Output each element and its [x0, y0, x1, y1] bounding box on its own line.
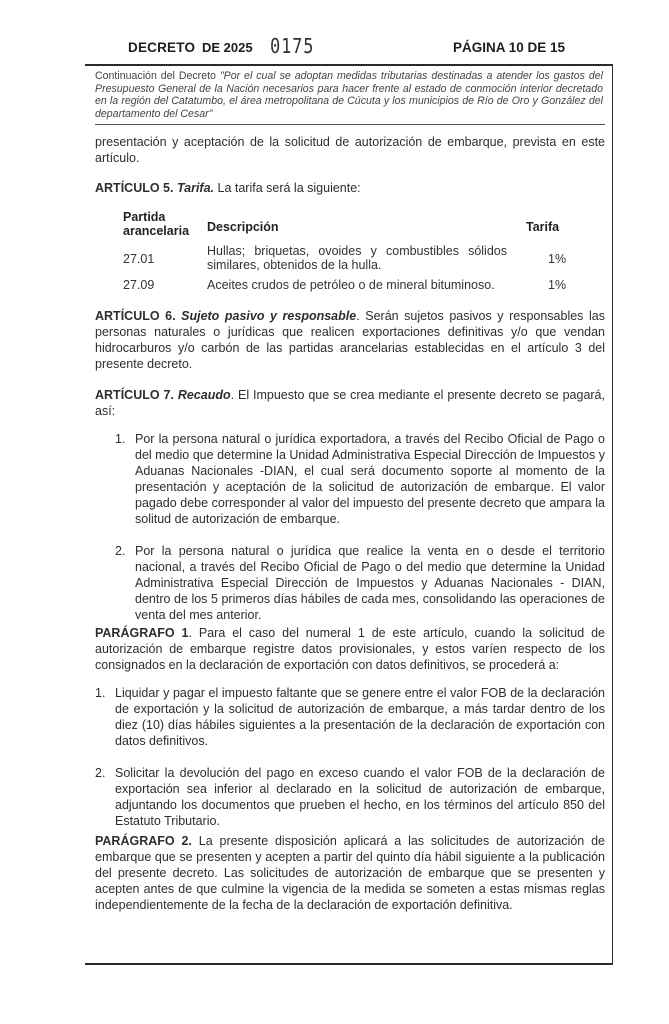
- articulo-7: [95, 387, 605, 419]
- articulo-7-text: . El Impuesto que se crea mediante el presente decreto se pagará, así:: [95, 388, 605, 418]
- articulo-7-title: Recaudo: [177, 388, 231, 402]
- page-number: PÁGINA 10 DE 15: [453, 40, 566, 55]
- articulo-7-heading: ARTÍCULO 7.: [95, 388, 174, 402]
- articulo-5: [95, 180, 605, 196]
- list-item-text: Solicitar la devolución del pago en exceso cuando el valor FOB de la declaración de exportación sea inferior al declarado en la solicitud de autorización de embarque, adjuntando los documentos que prueben el hecho, en los términos del artículo 850 del Estatuto Tributario.: [115, 766, 605, 828]
- list-item: [112, 431, 605, 527]
- decree-title: "Por el cual se adoptan medidas tributarias destinadas a atender los gastos del Presupuesto General de la Nación necesarios para hacer frente al estado de conmoción interior decretado en la región del Catatumbo, el área metropolitana de Cúcuta y los municipios de Río de Oro y González del departamento del Cesar": [95, 70, 603, 120]
- list-item-number: 1.: [115, 432, 126, 446]
- cell-partida: 27.09: [123, 278, 155, 292]
- articulo-6-heading: ARTÍCULO 6.: [95, 309, 176, 323]
- tariff-table: [123, 210, 573, 294]
- paragrafo-2: [95, 833, 605, 913]
- list-item: [92, 685, 605, 749]
- header-partida: Partida arancelaria: [123, 210, 190, 238]
- paragrafo-1: [95, 625, 605, 673]
- list-item-text: Liquidar y pagar el impuesto faltante que se genere entre el valor FOB de la declaración de exportación y la solicitud de autorización de embarque, a más tardar dentro de los diez (10) días hábiles siguientes a la presentación de la declaración de exportación con datos definitivos.: [115, 686, 605, 748]
- list-item-text: Por la persona natural o jurídica exportadora, a través del Recibo Oficial de Pago o del medio que determine la Unidad Administrativa Especial Dirección de Impuestos y Aduanas Nacionales -DIAN, el cual será documento soporte al momento de la presentación y aceptación de la solicitud de autorización de embarque. El valor pagado debe corresponder al valor del impuesto del presente decreto que ampara la solitud de autorización de embarque.: [135, 432, 605, 526]
- continuation-divider: [95, 124, 605, 125]
- paragrafo-2-heading: PARÁGRAFO 2.: [95, 834, 192, 848]
- articulo-7-list: [112, 431, 605, 639]
- header-tarifa: Tarifa: [526, 220, 560, 234]
- header-descripcion: Descripción: [207, 220, 279, 234]
- decree-number: 0175: [270, 34, 315, 58]
- decree-label: DECRETO: [128, 40, 196, 55]
- list-item-number: 1.: [95, 686, 106, 700]
- table-row: [123, 276, 573, 294]
- intro-paragraph: presentación y aceptación de la solicitud de autorización de embarque, prevista en este artículo.: [95, 135, 605, 165]
- continuation-note: [95, 70, 603, 120]
- tariff-table-header: [123, 210, 573, 244]
- list-item: [112, 543, 605, 623]
- articulo-6-title: Sujeto pasivo y responsable: [181, 309, 357, 323]
- cell-descripcion: Aceites crudos de petróleo o de mineral bituminoso.: [207, 278, 495, 292]
- articulo-6-text: . Serán sujetos pasivos y responsables las personas naturales o jurídicas que realicen exportaciones definitivas y/o que vendan hidrocarburos y/o carbón de las partidas arancelarias establecidas en el artículo 3 del presente decreto.: [95, 309, 605, 371]
- list-item: [92, 765, 605, 829]
- articulo-6: [95, 308, 605, 372]
- cell-tarifa: 1%: [548, 278, 567, 292]
- table-row: [123, 244, 573, 276]
- paragrafo-2-text: La presente disposición aplicará a las solicitudes de autorización de embarque que se presenten y acepten a partir del quinto día hábil siguiente a la publicación del presente decreto. Las solicitudes de autorización de embarque que se presenten y acepten antes de que culmine la vigencia de la medida se someten a estas mismas reglas independientemente de la fecha de la declaración de exportación definitiva.: [95, 834, 605, 912]
- page-header: [0, 36, 669, 60]
- cell-partida: 27.01: [123, 252, 155, 266]
- articulo-5-title: Tarifa.: [176, 181, 215, 195]
- articulo-5-text: La tarifa será la siguiente:: [214, 181, 361, 195]
- paragrafo-1-heading: PARÁGRAFO 1: [95, 626, 189, 640]
- cell-tarifa: 1%: [548, 252, 567, 266]
- articulo-5-heading: ARTÍCULO 5.: [95, 181, 174, 195]
- list-item-number: 2.: [115, 544, 126, 558]
- paragrafo-1-text: . Para el caso del numeral 1 de este artículo, cuando la solicitud de autorización de embarque registre datos provisionales, y estos varíen respecto de los consignados en la declaración de exportación con datos definitivos, se procederá a:: [95, 626, 605, 672]
- continuation-prefix: Continuación del Decreto: [95, 70, 220, 82]
- cell-descripcion: Hullas; briquetas, ovoides y combustibles sólidos similares, obtenidos de la hulla.: [207, 244, 507, 272]
- list-item-text: Por la persona natural o jurídica que realice la venta en o desde el territorio nacional, a través del Recibo Oficial de Pago o del medio que determine la Unidad Administrativa Especial Dirección de Impuestos y Aduanas Nacionales - DIAN, dentro de los 5 primeros días hábiles de cada mes, consolidando las operaciones de venta del mes anterior.: [135, 544, 605, 622]
- list-item-number: 2.: [95, 766, 106, 780]
- decree-year: DE 2025: [202, 40, 253, 55]
- paragrafo-1-list: [92, 685, 605, 845]
